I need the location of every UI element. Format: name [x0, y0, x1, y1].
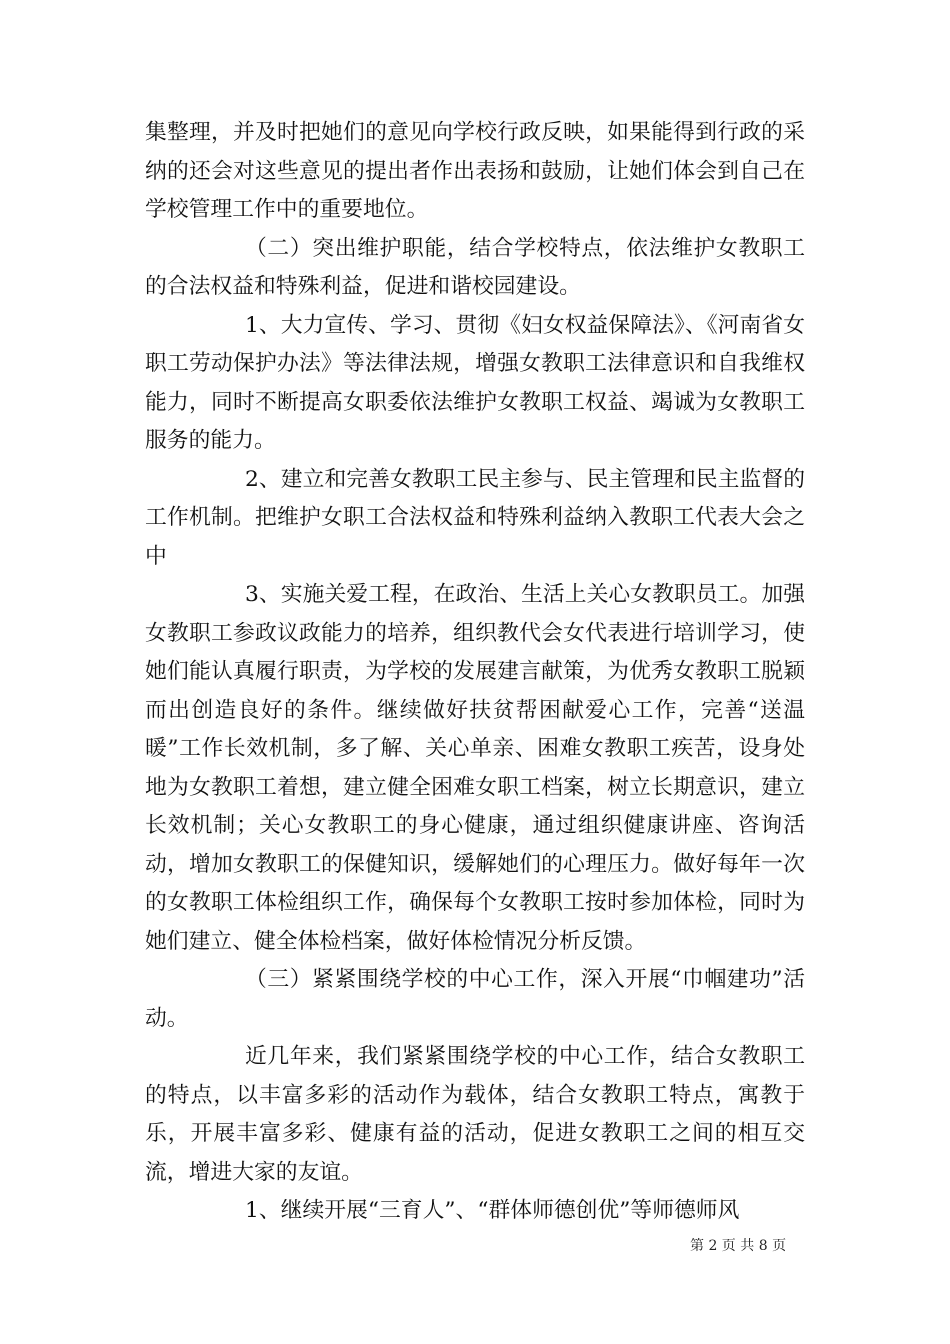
list-item-2: 2、建立和完善女教职工民主参与、民主管理和民主监督的工作机制。把维护女职工合法权益和特殊利益纳入教职工代表大会之中 [145, 466, 805, 569]
section-heading-3: （三）紧紧围绕学校的中心工作，深入开展“巾帼建功”活动。 [145, 967, 805, 1031]
paragraph-continuation: 集整理，并及时把她们的意见向学校行政反映，如果能得到行政的采纳的还会对这些意见的提出者作出表扬和鼓励，让她们体会到自己在学校管理工作中的重要地位。 [145, 120, 805, 222]
intro-paragraph: 近几年来，我们紧紧围绕学校的中心工作，结合女教职工的特点，以丰富多彩的活动作为载体，结合女教职工特点，寓教于乐，开展丰富多彩、健康有益的活动，促进女教职工之间的相互交流，增进大家的友谊。 [145, 1044, 805, 1185]
list-item-3: 3、实施关爱工程，在政治、生活上关心女教职员工。加强女教职工参政议政能力的培养，组织教代会女代表进行培训学习，使她们能认真履行职责，为学校的发展建言献策，为优秀女教职工脱颖而出创造良好的条件。继续做好扶贫帮困献爱心工作，完善“送温暖”工作长效机制，多了解、关心单亲、困难女教职工疾苦，设身处地为女教职工着想，建立健全困难女职工档案，树立长期意识，建立长效机制；关心女教职工的身心健康，通过组织健康讲座、咨询活动，增加女教职工的保健知识，缓解她们的心理压力。做好每年一次的女教职工体检组织工作，确保每个女教职工按时参加体检，同时为她们建立、健全体检档案，做好体检情况分析反馈。 [145, 582, 805, 954]
document-body [145, 114, 805, 1231]
section-heading-2: （二）突出维护职能，结合学校特点，依法维护女教职工的合法权益和特殊利益，促进和谐校园建设。 [145, 235, 805, 299]
list-item-1: 1、大力宣传、学习、贯彻《妇女权益保障法》、《河南省女职工劳动保护办法》等法律法规，增强女教职工法律意识和自我维权能力，同时不断提高女职委依法维护女教职工权益、竭诚为女教职工服务的能力。 [145, 312, 805, 453]
list-item-1-continued: 1、继续开展“三育人”、“群体师德创优”等师德师风 [245, 1198, 740, 1223]
page-number: 第 2 页 共 8 页 [690, 1238, 787, 1254]
